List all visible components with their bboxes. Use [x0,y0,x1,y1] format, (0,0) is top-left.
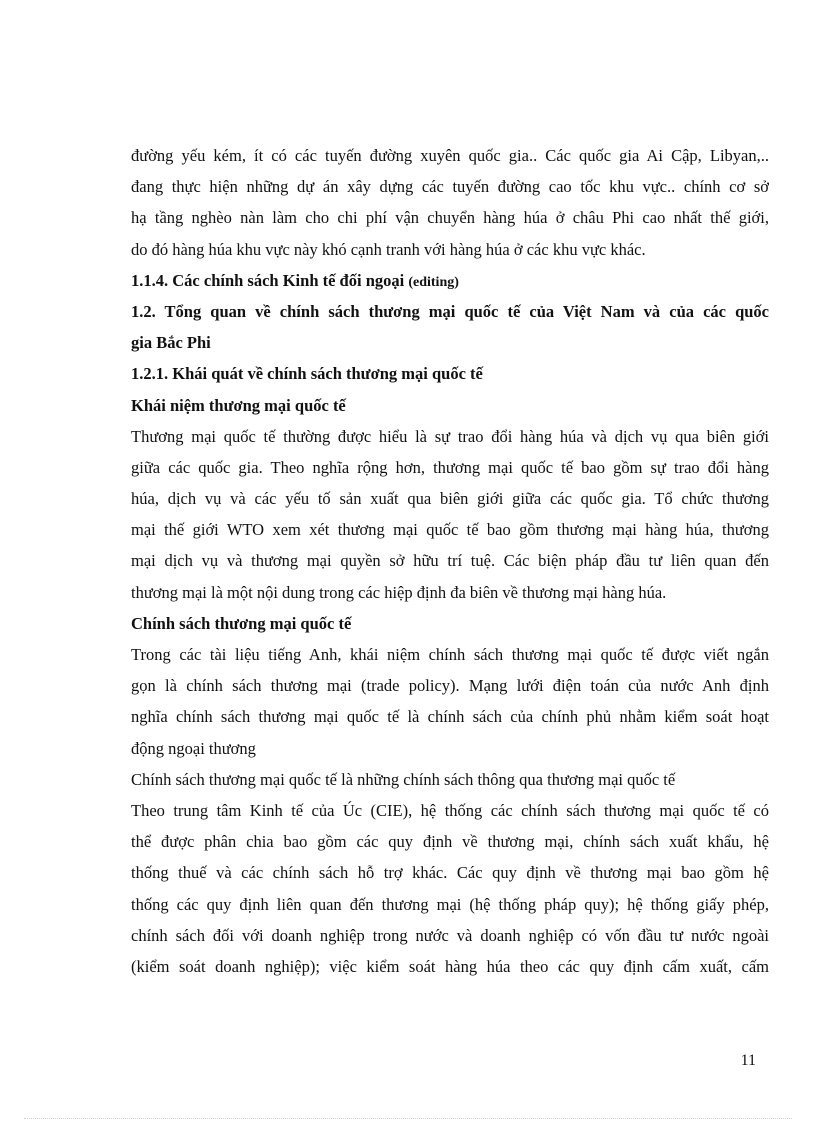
paragraph-line: Thương mại quốc tế thường được hiểu là sự trao đổi hàng húa và dịch vụ qua biên giới [131,426,769,446]
heading-chinh-sach: Chính sách thương mại quốc tế [131,613,352,633]
page-body [131,140,769,982]
paragraph-line: nghĩa chính sách thương mại quốc tế là chính sách của chính phủ nhằm kiểm soát hoạt [131,707,769,727]
paragraph-line: hạ tầng nghèo nàn làm cho chi phí vận chuyển hàng húa ở châu Phi cao nhất thế giới, [131,208,769,228]
heading-1-2-1: 1.2.1. Khái quát về chính sách thương mại quốc tế [131,364,483,384]
heading-1-2-line: 1.2. Tổng quan về chính sách thương mại quốc tế của Việt Nam và của các quốc [131,301,769,321]
heading-1-1-4-text: 1.1.4. Các chính sách Kinh tế đối ngoại [131,270,405,290]
heading-khai-niem: Khái niệm thương mại quốc tế [131,395,346,415]
heading-1-1-4 [131,265,769,296]
paragraph-line: Trong các tài liệu tiếng Anh, khái niệm chính sách thương mại quốc tế được viết ngắn [131,645,769,664]
paragraph-line: đường yếu kém, ít có các tuyến đường xuyên quốc gia.. Các quốc gia Ai Cập, Libyan,.. [131,146,769,165]
page-bottom-divider [24,1118,792,1119]
heading-1-1-4-note: (editing) [408,274,459,290]
paragraph-line: gọn là chính sách thương mại (trade policy). Mạng lưới điện toán của nước Anh định [131,676,769,696]
paragraph-line: Chính sách thương mại quốc tế là những chính sách thông qua thương mại quốc tế [131,769,676,789]
paragraph-line: do đó hàng húa khu vực này khó cạnh tranh với hàng húa ở các khu vực khác. [131,239,646,259]
paragraph-line: động ngoại thương [131,738,256,758]
paragraph-line: chính sách đối với doanh nghiệp trong nước và doanh nghiệp có vốn đầu tư nước ngoài [131,925,769,945]
paragraph-line: (kiểm soát doanh nghiệp); việc kiểm soát hàng húa theo các quy định cấm xuất, cấm [131,956,769,976]
paragraph-line: thể được phân chia bao gồm các quy định về thương mại, chính sách xuất khẩu, hệ [131,832,769,852]
paragraph-line: Theo trung tâm Kinh tế của Úc (CIE), hệ thống các chính sách thương mại quốc tế có [131,800,769,820]
paragraph-line: mại thế giới WTO xem xét thương mại quốc tế bao gồm thương mại hàng húa, thương [131,520,769,540]
paragraph-line: thống thuế và các chính sách hỗ trợ khác. Các quy định về thương mại bao gồm hệ [131,863,769,883]
page-number: 11 [740,1052,756,1069]
paragraph-line: mại dịch vụ và thương mại quyền sở hữu trí tuệ. Các biện pháp đầu tư liên quan đến [131,551,769,571]
paragraph-line: đang thực hiện những dự án xây dựng các tuyến đường cao tốc khu vực.. chính cơ sở [131,177,769,197]
heading-1-2-line: gia Bắc Phi [131,333,211,353]
paragraph-line: giữa các quốc gia. Theo nghĩa rộng hơn, thương mại quốc tế bao gồm sự trao đổi hàng [131,457,769,477]
paragraph-line: thống các quy định liên quan đến thương mại (hệ thống pháp quy); hệ thống giấy phép, [131,894,769,914]
paragraph-line: thương mại là một nội dung trong các hiệp định đa biên về thương mại hàng húa. [131,582,667,602]
paragraph-line: húa, dịch vụ và các yếu tố sản xuất qua biên giới giữa các quốc gia. Tổ chức thương [131,489,769,509]
